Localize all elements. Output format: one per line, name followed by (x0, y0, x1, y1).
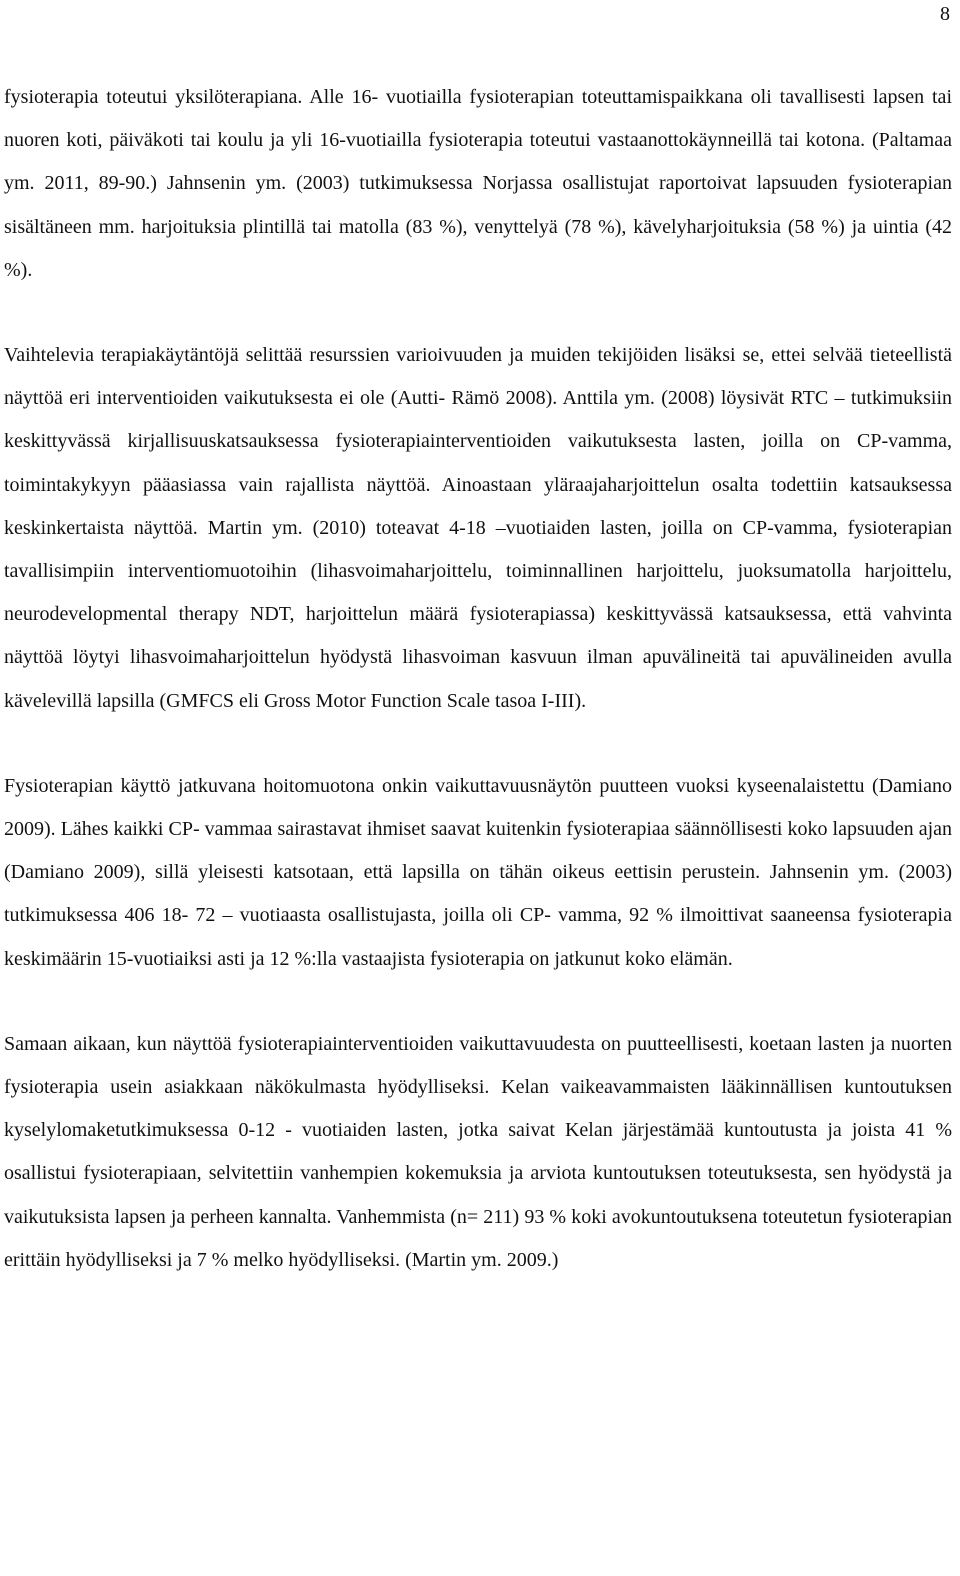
document-body (4, 76, 952, 1282)
paragraph-therapy-settings: fysioterapia toteutui yksilöterapiana. Alle 16- vuotiailla fysioterapian toteuttamispaikkana oli tavallisesti lapsen tai nuoren koti, päiväkoti tai koulu ja yli 16-vuotiailla fysioterapia toteutui vastaanottokäynneillä tai kotona. (Paltamaa ym. 2011, 89-90.) Jahnsenin ym. (2003) tutkimuksessa Norjassa osallistujat raportoivat lapsuuden fysioterapian sisältäneen mm. harjoituksia plintillä tai matolla (83 %), venyttelyä (78 %), kävelyharjoituksia (58 %) ja uintia (42 %). (4, 86, 952, 281)
page-number: 8 (940, 3, 950, 25)
paragraph-parent-experience: Samaan aikaan, kun näyttöä fysioterapiainterventioiden vaikuttavuudesta on puutteellisesti, koetaan lasten ja nuorten fysioterapia usein asiakkaan näkökulmasta hyödylliseksi. Kelan vaikeavammaisten lääkinnällisen kuntoutuksen kyselylomaketutkimuksessa 0-12 - vuotiaiden lasten, jotka saivat Kelan järjestämää kuntoutusta ja joista 41 % osallistui fysioterapiaan, selvitettiin vanhempien kokemuksia ja arviota kuntoutuksen toteutuksesta, sen hyödystä ja vaikutuksista lapsen ja perheen kannalta. Vanhemmista (n= 211) 93 % koki avokuntoutuksena toteutetun fysioterapian erittäin hyödylliseksi ja 7 % melko hyödylliseksi. (Martin ym. 2009.) (4, 1032, 952, 1271)
paragraph-therapy-evidence: Vaihtelevia terapiakäytäntöjä selittää resurssien varioivuuden ja muiden tekijöiden lisäksi se, ettei selvää tieteellistä näyttöä eri interventioiden vaikutuksesta ei ole (Autti- Rämö 2008). Anttila ym. (2008) löysivät RTC – tutkimuksiin keskittyvässä kirjallisuuskatsauksessa fysioterapiainterventioiden vaikutuksesta lasten, joilla on CP-vamma, toimintakykyyn pääasiassa vain rajallista näyttöä. Ainoastaan yläraajaharjoittelun osalta todettiin katsauksessa keskinkertaista näyttöä. Martin ym. (2010) toteavat 4-18 –vuotiaiden lasten, joilla on CP-vamma, fysioterapian tavallisimpiin interventiomuotoihin (lihasvoimaharjoittelu, toiminnallinen harjoittelu, juoksumatolla harjoittelu, neurodevelopmental therapy NDT, harjoittelun määrä fysioterapiassa) keskittyvässä katsauksessa, että vahvinta näyttöä löytyi lihasvoimaharjoittelun hyödystä lihasvoiman kasvuun ilman apuvälineitä tai apuvälineiden avulla kävelevillä lapsilla (GMFCS eli Gross Motor Function Scale tasoa I-III). (4, 344, 952, 712)
paragraph-continuous-therapy: Fysioterapian käyttö jatkuvana hoitomuotona onkin vaikuttavuusnäytön puutteen vuoksi kyseenalaistettu (Damiano 2009). Lähes kaikki CP- vammaa sairastavat ihmiset saavat kuitenkin fysioterapiaa säännöllisesti koko lapsuuden ajan (Damiano 2009), sillä yleisesti katsotaan, että lapsilla on tähän oikeus eettisin perustein. Jahnsenin ym. (2003) tutkimuksessa 406 18- 72 – vuotiaasta osallistujasta, joilla oli CP- vamma, 92 % ilmoittivat saaneensa fysioterapia keskimäärin 15-vuotiaiksi asti ja 12 %:lla vastaajista fysioterapia on jatkunut koko elämän. (4, 774, 952, 970)
